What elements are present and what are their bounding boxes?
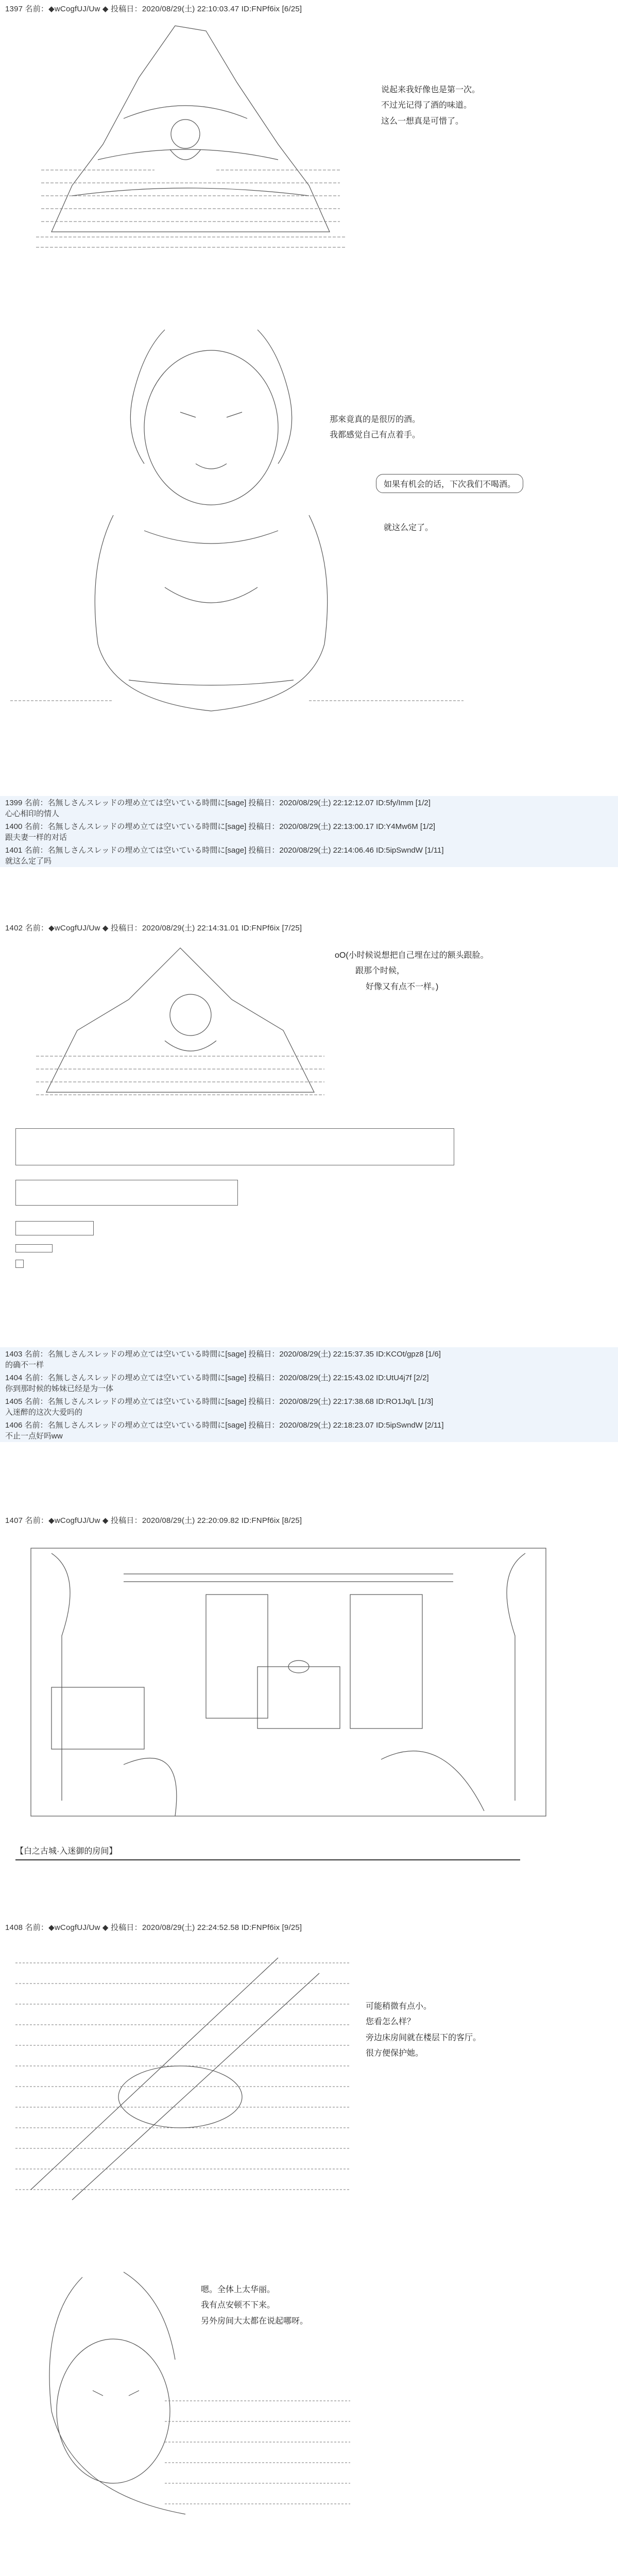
reply-body: 你到那时候的姊妹已经是为一体 xyxy=(5,1384,114,1393)
reply-body: 的确不一样 xyxy=(5,1361,44,1369)
speech-line: oO(小时候说想把自己埋在过的额头跟脸。 xyxy=(335,951,489,960)
reply-list-1 xyxy=(0,796,618,867)
blank-box-xsmall xyxy=(15,1244,53,1252)
reply-header: 1404 名前：名無しさんスレッドの埋め立ては空いている時間に[sage] 投稿日：2020/08/29(土) 22:15:43.02 ID:UtU4j7f [2/2] xyxy=(5,1374,429,1382)
reply-header: 1405 名前：名無しさんスレッドの埋め立ては空いている時間に[sage] 投稿日：2020/08/29(土) 22:17:38.68 ID:RO1Jq/L [1/3] xyxy=(5,1397,434,1406)
reply-item xyxy=(0,1418,618,1442)
ascii-art-room-scene xyxy=(21,1533,556,1832)
reply-header: 1406 名前：名無しさんスレッドの埋め立ては空いている時間に[sage] 投稿日：2020/08/29(土) 22:18:23.07 ID:5ipSwndW [2/11] xyxy=(5,1421,444,1430)
blank-box-small xyxy=(15,1221,94,1235)
post-header-1397: 1397 名前：◆wCogfUJ/Uw ◆ 投稿日：2020/08/29(土) 22:10:03.47 ID:FNPf6ix [6/25] xyxy=(5,5,302,13)
reply-body: 跟夫妻一样的对话 xyxy=(5,833,67,842)
reply-body: 就这么定了吗 xyxy=(5,857,52,866)
speech-line: 就这么定了。 xyxy=(384,523,434,532)
reply-item xyxy=(0,843,618,867)
post-1397-speech xyxy=(381,82,480,129)
speech-line: 跟那个时候， xyxy=(355,967,405,976)
reply-item xyxy=(0,1347,618,1371)
speech-line: 好像又有点不一样。) xyxy=(366,982,439,991)
post-1408-speech-1 xyxy=(366,1999,481,2062)
speech-line: 这么一想真是可惜了。 xyxy=(381,116,464,126)
reply-list-2 xyxy=(0,1347,618,1442)
reply-header: 1399 名前：名無しさんスレッドの埋め立ては空いている時間に[sage] 投稿日：2020/08/29(土) 22:12:12.07 ID:5fy/Imm [1/2] xyxy=(5,799,431,807)
speech-line: 另外房间大太都在说起哪呀。 xyxy=(201,2316,308,2326)
post-1402-speech xyxy=(335,948,489,995)
speech-line: 我有点安顿不下来。 xyxy=(201,2301,276,2310)
reply-item xyxy=(0,1371,618,1395)
ascii-art-figure-4 xyxy=(10,1942,360,2221)
post-header-1407: 1407 名前：◆wCogfUJ/Uw ◆ 投稿日：2020/08/29(土) 22:20:09.82 ID:FNPf6ix [8/25] xyxy=(5,1516,302,1525)
post-header-1402: 1402 名前：◆wCogfUJ/Uw ◆ 投稿日：2020/08/29(土) 22:14:31.01 ID:FNPf6ix [7/25] xyxy=(5,924,302,933)
ascii-art-figure-3 xyxy=(15,938,345,1108)
reply-header: 1400 名前：名無しさんスレッドの埋め立ては空いている時間に[sage] 投稿日：2020/08/29(土) 22:13:00.17 ID:Y4Mw6M [1/2] xyxy=(5,822,436,831)
blank-box-tiny xyxy=(15,1260,24,1268)
speech-bubble: 如果有机会的话，下次我们不喝酒。 xyxy=(376,474,523,493)
blank-box-large xyxy=(15,1128,454,1165)
reply-header: 1403 名前：名無しさんスレッドの埋め立ては空いている時間に[sage] 投稿日：2020/08/29(土) 22:15:37.35 ID:KCOt/gpz8 [1/6] xyxy=(5,1350,441,1359)
blank-box-medium xyxy=(15,1180,238,1206)
speech-line: 您看怎么样？ xyxy=(366,2018,416,2027)
scene-caption: 【白之古城·入迷御的房间】 xyxy=(15,1844,520,1860)
speech-line: 很方便保护她。 xyxy=(366,2049,424,2058)
reply-body: 入迷醉的这次大爱吗的 xyxy=(5,1408,83,1417)
reply-item xyxy=(0,796,618,820)
speech-line: 嗯。全体上太华丽。 xyxy=(201,2285,276,2294)
post-header-1408: 1408 名前：◆wCogfUJ/Uw ◆ 投稿日：2020/08/29(土) 22:24:52.58 ID:FNPf6ix [9/25] xyxy=(5,1923,302,1932)
reply-item xyxy=(0,820,618,843)
reply-item xyxy=(0,1395,618,1418)
speech-line: 我都感觉自己有点着手。 xyxy=(330,431,421,440)
speech-line: 不过光记得了酒的味道。 xyxy=(381,101,472,110)
post-1397b-after xyxy=(384,520,433,536)
speech-line: 可能稍微有点小。 xyxy=(366,2002,432,2011)
ascii-art-figure-1 xyxy=(21,15,350,258)
reply-header: 1401 名前：名無しさんスレッドの埋め立ては空いている時間に[sage] 投稿日：2020/08/29(土) 22:14:06.46 ID:5ipSwndW [1/11] xyxy=(5,846,444,855)
speech-line: 说起来我好像也是第一次。 xyxy=(381,86,480,94)
post-1408-speech-2 xyxy=(201,2282,308,2329)
reply-body: 心心相印的情人 xyxy=(5,809,60,818)
speech-line: 旁边床房间就在楼层下的客厅。 xyxy=(366,2033,482,2042)
post-1397b-speech xyxy=(330,412,420,444)
speech-line: 那來竟真的是很厉的酒。 xyxy=(330,415,421,424)
reply-body: 不止一点好吗ww xyxy=(5,1432,63,1440)
